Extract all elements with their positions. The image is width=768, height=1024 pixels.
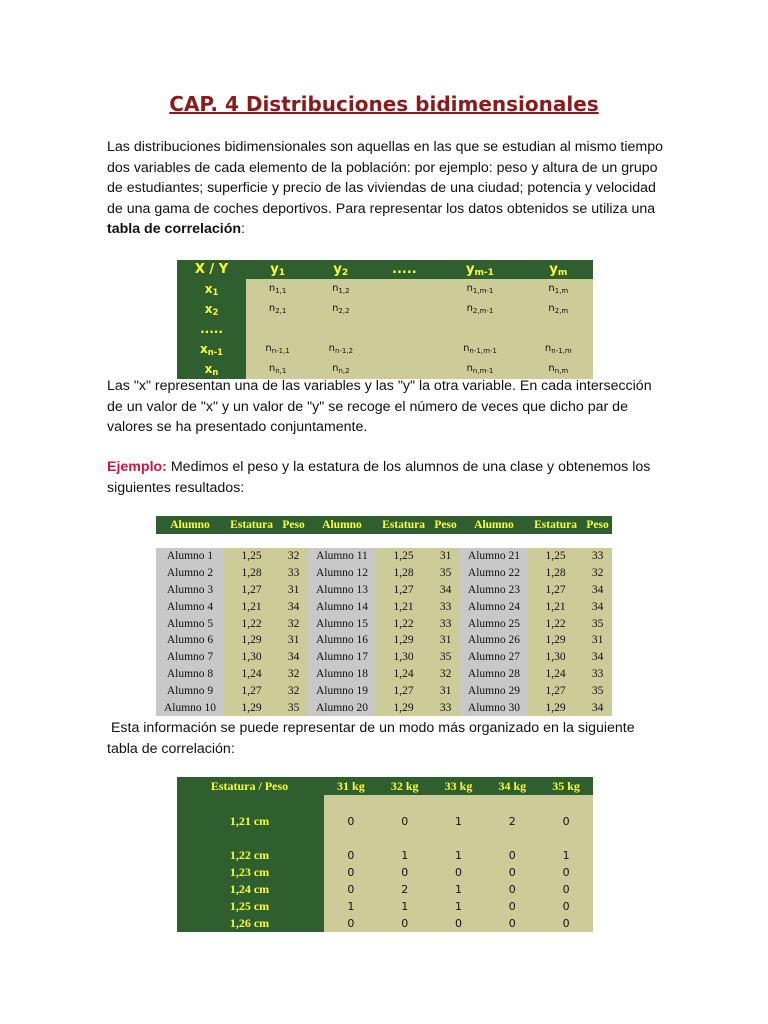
header-row [177,777,593,795]
count-cell: 0 [539,915,593,932]
row-label: 1,24 cm [177,881,322,898]
symbol: n [332,283,339,294]
student-value: 32 [279,666,308,683]
header-cell: Peso [279,516,308,534]
student-value: 32 [431,666,460,683]
student-value: 33 [431,699,460,716]
table-row [177,881,593,898]
row-label [177,279,246,299]
intro-paragraph [107,137,667,240]
table-cell [246,279,309,299]
symbol: n [466,303,473,314]
student-value: 34 [279,649,308,666]
student-value: 1,22 [376,615,431,632]
student-value: 35 [431,565,460,582]
intro-text: Las distribuciones bidimensionales son aquellas en las que se estudian al mismo tiempo dos variables de cada elemento de la población: por ejemplo: peso y altura de un grupo de estudiantes; superficie y precio de las viviendas de una ciudad; potencia y velocidad de una gama de coches deportivos. Para representar los datos obtenidos se utiliza una [107,139,663,217]
header-cell [309,260,372,279]
student-value: 35 [431,649,460,666]
student-name: Alumno 30 [460,699,528,716]
table-cell [246,339,309,359]
student-value: 1,25 [528,548,583,565]
student-name: Alumno 28 [460,666,528,683]
student-name: Alumno 6 [156,632,224,649]
student-name: Alumno 16 [308,632,376,649]
student-name: Alumno 20 [308,699,376,716]
subscript: 1,m [554,287,569,295]
student-value: 1,24 [528,666,583,683]
subscript: m [557,267,568,278]
student-value: 33 [583,666,612,683]
symbol: n [466,283,473,294]
subscript: 2,1 [275,307,287,315]
column-header: 31 kg [324,777,378,795]
student-name: Alumno 11 [308,548,376,565]
student-value: 33 [431,615,460,632]
corner-cell: Estatura / Peso [177,777,322,795]
subscript: n,2 [338,367,350,375]
organized-paragraph [107,718,667,759]
student-name: Alumno 12 [308,565,376,582]
student-value: 32 [279,682,308,699]
table-row [177,299,593,319]
table-cell [372,319,436,339]
count-cell: 0 [539,898,593,915]
student-value: 1,21 [376,598,431,615]
table-cell [246,299,309,319]
table-row [177,319,593,339]
symbol: n [466,363,473,374]
subscript: 2 [212,306,219,317]
symbol: n [463,343,470,354]
count-cell: 0 [539,881,593,898]
table-cell [309,279,372,299]
header-cell: Estatura [224,516,279,534]
symbol: x [204,361,213,376]
header-cell: Estatura [528,516,583,534]
column-header: 35 kg [539,777,593,795]
symbol: x [204,301,213,316]
student-value: 1,28 [224,565,279,582]
student-name: Alumno 19 [308,682,376,699]
student-name: Alumno 14 [308,598,376,615]
subscript: n-1,1 [271,347,290,355]
symbol: n [328,343,335,354]
spacer-cell [460,534,528,548]
header-cell [246,260,309,279]
column-header: 32 kg [378,777,432,795]
spacer-cell [308,534,376,548]
count-cell: 0 [539,864,593,881]
row-label: 1,26 cm [177,915,322,932]
subscript: n-1,m [551,347,572,355]
student-value: 34 [583,699,612,716]
student-name: Alumno 21 [460,548,528,565]
student-value: 1,30 [224,649,279,666]
student-name: Alumno 8 [156,666,224,683]
student-value: 1,24 [376,666,431,683]
count-cell: 2 [485,795,539,847]
student-value: 1,27 [528,682,583,699]
student-value: 34 [583,582,612,599]
student-value: 1,29 [528,632,583,649]
subscript: 2,m-1 [472,307,494,315]
symbol: y [465,261,475,277]
count-cell: 0 [485,881,539,898]
student-value: 35 [279,699,308,716]
subscript: m-1 [474,267,495,278]
row-label [177,339,246,359]
example-text: Medimos el peso y la estatura de los alumnos de una clase y obtenemos los siguientes resultados: [107,459,651,496]
student-value: 1,27 [224,582,279,599]
student-value: 32 [279,548,308,565]
table-cell [436,319,523,339]
student-value: 34 [583,649,612,666]
count-cell: 1 [378,898,432,915]
student-value: 31 [279,632,308,649]
table-cell [524,279,593,299]
spacer-cell [224,534,279,548]
student-value: 1,30 [376,649,431,666]
subscript: 1 [278,267,286,278]
table-row [156,565,612,582]
example-label: Ejemplo: [107,459,167,475]
symbol: n [548,363,555,374]
student-value: 1,27 [376,582,431,599]
symbol: n [332,303,339,314]
table-cell [372,339,436,359]
student-name: Alumno 18 [308,666,376,683]
table-row [177,339,593,359]
subscript: n [212,366,219,377]
subscript: 1,1 [275,287,287,295]
student-value: 1,27 [376,682,431,699]
student-value: 1,25 [224,548,279,565]
subscript: 1 [212,286,219,297]
subscript: n,m [554,367,569,375]
student-value: 1,29 [376,699,431,716]
page-title: CAP. 4 Distribuciones bidimensionales [169,92,599,116]
correlation-table [177,777,593,932]
count-cell: 0 [432,915,486,932]
header-cell [524,260,593,279]
example-paragraph [107,457,667,498]
student-value: 1,29 [224,632,279,649]
symbol: n [268,283,276,294]
table-row [156,632,612,649]
student-name: Alumno 13 [308,582,376,599]
subscript: n-1,2 [334,347,354,355]
table-cell [436,279,523,299]
student-value: 1,29 [528,699,583,716]
student-value: 1,27 [528,582,583,599]
student-value: 1,28 [528,565,583,582]
student-value: 31 [431,632,460,649]
student-name: Alumno 15 [308,615,376,632]
spacer-cell [583,534,612,548]
student-name: Alumno 3 [156,582,224,599]
student-name: Alumno 5 [156,615,224,632]
count-cell: 0 [324,795,378,847]
student-name: Alumno 10 [156,699,224,716]
student-name: Alumno 24 [460,598,528,615]
student-name: Alumno 23 [460,582,528,599]
symbol: x [199,341,208,356]
count-cell: 1 [432,795,486,847]
student-value: 31 [279,582,308,599]
count-cell: 0 [324,864,378,881]
spacer-cell [156,534,224,548]
count-cell: 0 [485,864,539,881]
generic-correlation-table [177,260,593,379]
student-name: Alumno 1 [156,548,224,565]
row-label [177,299,246,319]
student-name: Alumno 7 [156,649,224,666]
subscript: n,m-1 [472,367,494,375]
student-value: 33 [583,548,612,565]
count-cell: 1 [324,898,378,915]
student-value: 1,21 [528,598,583,615]
count-cell: 0 [432,864,486,881]
subscript: n-1,m-1 [469,347,497,355]
symbol: n [544,343,552,354]
count-cell: 1 [432,847,486,864]
row-label: 1,23 cm [177,864,322,881]
student-name: Alumno 22 [460,565,528,582]
subscript: 2,2 [338,307,350,315]
header-row [156,516,612,534]
subscript: 1,m-1 [472,287,494,295]
student-name: Alumno 9 [156,682,224,699]
table-row [156,548,612,565]
student-value: 35 [583,615,612,632]
header-row [177,260,593,279]
table-row [156,682,612,699]
subscript: n-1 [207,346,223,357]
student-value: 32 [583,565,612,582]
count-cell: 0 [378,795,432,847]
student-value: 1,24 [224,666,279,683]
table-cell [524,299,593,319]
student-name: Alumno 29 [460,682,528,699]
spacer-cell [279,534,308,548]
student-value: 34 [279,598,308,615]
student-name: Alumno 17 [308,649,376,666]
table-row [156,666,612,683]
header-cell: Alumno [460,516,528,534]
table-cell [309,299,372,319]
student-name: Alumno 26 [460,632,528,649]
student-value: 1,25 [376,548,431,565]
table-row [156,615,612,632]
row-label: 1,21 cm [177,795,322,847]
count-cell: 0 [539,795,593,847]
spacer-cell [431,534,460,548]
table-row [177,795,593,847]
symbol: n [548,303,555,314]
symbol: n [268,363,276,374]
organized-text: Esta información se puede representar de un modo más organizado en la siguiente tabla de correlación: [107,720,635,757]
student-value: 32 [279,615,308,632]
student-value: 1,28 [376,565,431,582]
count-cell: 0 [324,915,378,932]
count-cell: 0 [324,847,378,864]
symbol: n [265,343,272,354]
header-cell [177,260,246,279]
student-name: Alumno 27 [460,649,528,666]
student-value: 1,22 [528,615,583,632]
student-value: 31 [583,632,612,649]
count-cell: 1 [432,881,486,898]
student-value: 1,27 [224,682,279,699]
table-cell [309,339,372,359]
count-cell: 2 [378,881,432,898]
table-row [177,279,593,299]
header-cell: Peso [583,516,612,534]
student-value: 34 [583,598,612,615]
subscript: n,1 [275,367,287,375]
count-cell: 0 [485,898,539,915]
student-value: 33 [431,598,460,615]
symbol: n [548,283,555,294]
table-cell [436,299,523,319]
spacer-row [156,534,612,548]
student-value: 1,30 [528,649,583,666]
header-cell: Alumno [156,516,224,534]
count-cell: 1 [539,847,593,864]
count-cell: 1 [378,847,432,864]
students-table [156,516,612,716]
table-row [177,847,593,864]
student-value: 33 [279,565,308,582]
table-row [156,598,612,615]
student-value: 31 [431,548,460,565]
table-row [156,582,612,599]
symbol: x [204,281,213,296]
student-value: 35 [583,682,612,699]
symbol: n [332,363,339,374]
symbol: ..... [392,261,417,277]
symbol: n [268,303,276,314]
student-value: 31 [431,682,460,699]
table-cell [309,319,372,339]
header-cell [372,260,436,279]
row-label: 1,25 cm [177,898,322,915]
row-label [177,319,246,339]
subscript: 2,m [554,307,569,315]
header-cell: Peso [431,516,460,534]
count-cell: 0 [485,915,539,932]
table-row [156,649,612,666]
student-name: Alumno 4 [156,598,224,615]
intro-end: : [241,221,245,238]
student-name: Alumno 2 [156,565,224,582]
count-cell: 0 [378,864,432,881]
explain-paragraph: Las "x" representan una de las variables y las "y" la otra variable. En cada intersección de un valor de "x" y un valor de "y" se recoge el número de veces que dicho par de valores se ha presentado conjuntamente. [107,378,652,436]
student-value: 1,29 [376,632,431,649]
header-cell: Estatura [376,516,431,534]
column-header: 33 kg [432,777,486,795]
count-cell: 0 [485,847,539,864]
table-cell [436,339,523,359]
student-value: 1,29 [224,699,279,716]
table-row [177,915,593,932]
intro-bold-term: tabla de correlación [107,221,242,238]
row-label: 1,22 cm [177,847,322,864]
count-cell: 0 [378,915,432,932]
table-row [177,864,593,881]
symbol: y [333,261,342,277]
student-value: 1,22 [224,615,279,632]
count-cell: 0 [324,881,378,898]
subscript: 1,2 [338,287,350,295]
table-row [156,699,612,716]
column-header: 34 kg [485,777,539,795]
symbol: y [270,261,279,277]
symbol: y [549,261,558,277]
table-cell [246,319,309,339]
symbol: X / Y [194,261,229,277]
spacer-cell [528,534,583,548]
table-cell [372,279,436,299]
student-value: 1,21 [224,598,279,615]
table-cell [524,319,593,339]
symbol: ..... [200,321,223,336]
table-row [177,898,593,915]
header-cell: Alumno [308,516,376,534]
student-value: 34 [431,582,460,599]
table-cell [524,339,593,359]
table-cell [372,299,436,319]
subscript: 2 [341,267,349,278]
count-cell: 1 [432,898,486,915]
spacer-cell [376,534,431,548]
student-name: Alumno 25 [460,615,528,632]
header-cell [436,260,523,279]
